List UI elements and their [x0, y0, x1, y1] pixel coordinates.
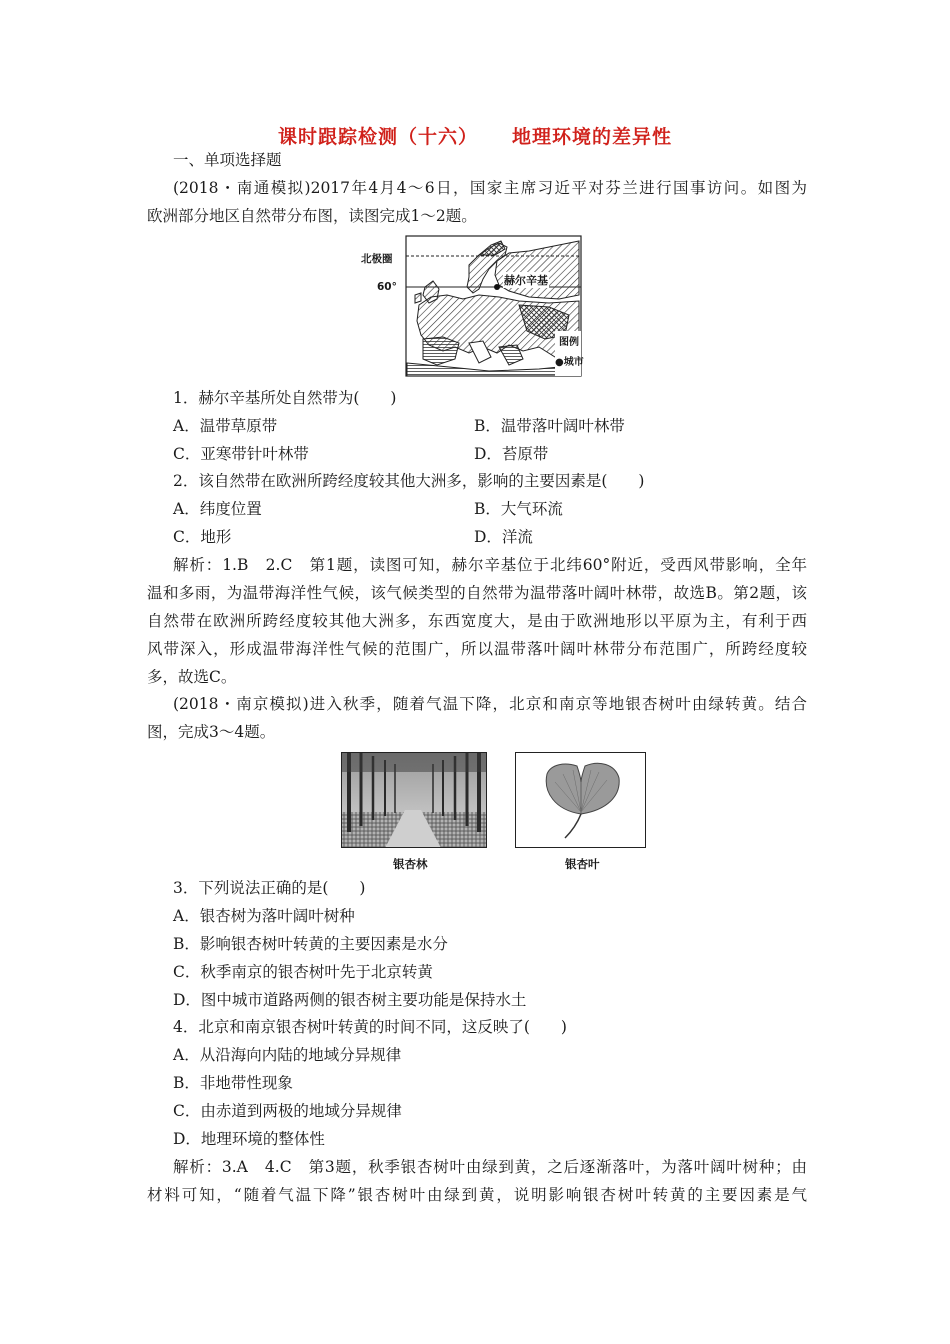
q1-option-b: B．温带落叶阔叶林带: [474, 417, 625, 435]
helsinki-city-icon: [494, 284, 500, 290]
answer12-line4: 风带深入，形成温带海洋性气候的范围广，所以温带落叶阔叶林带分布范围广，所跨经度较: [147, 640, 807, 658]
legend-city-label: 城市: [563, 357, 584, 368]
intro2-line2: 图，完成3～4题。: [147, 723, 276, 741]
answer34-line2: 材料可知，“随着气温下降”银杏树叶由绿到黄，说明影响银杏树叶转黄的主要因素是气: [147, 1186, 807, 1204]
q2-stem: 2．该自然带在欧洲所跨经度较其他大洲多，影响的主要因素是( ): [173, 472, 645, 490]
q3-option-d: D．图中城市道路两侧的银杏树主要功能是保持水土: [173, 991, 527, 1009]
q2-option-d: D．洋流: [474, 528, 533, 546]
q4-stem: 4．北京和南京银杏树叶转黄的时间不同，这反映了( ): [173, 1018, 567, 1036]
q4-option-c: C．由赤道到两极的地域分异规律: [173, 1102, 402, 1120]
q2-option-b: B．大气环流: [474, 500, 563, 518]
lat-60-label: 60°: [377, 281, 397, 293]
q4-option-d: D．地理环境的整体性: [173, 1130, 325, 1148]
europe-natural-zone-map: [359, 235, 583, 377]
legend-city: [555, 353, 584, 368]
intro2-line1: (2018・南京模拟)进入秋季，随着气温下降，北京和南京等地银杏树叶由绿转黄。结合: [173, 695, 807, 713]
page-title: [0, 122, 950, 149]
q4-option-a: A．从沿海向内陆的地域分异规律: [173, 1046, 402, 1064]
legend-title: 图例: [559, 337, 579, 348]
caption-ginkgo-forest: 银杏林: [393, 857, 428, 871]
q1-stem: 1．赫尔辛基所处自然带为( ): [173, 389, 397, 407]
answer12-line2: 温和多雨，为温带海洋性气候，该气候类型的自然带为温带落叶阔叶林带，故选B。第2题，该: [147, 584, 807, 602]
section-heading: 一、单项选择题: [173, 151, 282, 169]
arctic-circle-label: 北极圈: [361, 253, 393, 265]
q4-option-b: B．非地带性现象: [173, 1074, 293, 1092]
answer12-line5: 多，故选C。: [147, 668, 237, 686]
q2-option-c: C．地形: [173, 528, 232, 546]
ginkgo-forest-photo: [341, 752, 487, 848]
title-main: 课时跟踪检测（十六）: [277, 126, 478, 148]
q3-option-b: B．影响银杏树叶转黄的主要因素是水分: [173, 935, 448, 953]
q1-option-c: C．亚寒带针叶林带: [173, 445, 309, 463]
answer12-line3: 自然带在欧洲所跨经度较其他大洲多，东西宽度大，是由于欧洲地形以平原为主，有利于西: [147, 612, 807, 630]
q3-stem: 3．下列说法正确的是( ): [173, 879, 366, 897]
answer12-line1: 解析：1.B 2.C 第1题，读图可知，赫尔辛基位于北纬60°附近，受西风带影响，全年: [173, 556, 807, 574]
caption-ginkgo-leaf: 银杏叶: [565, 857, 600, 871]
q1-option-d: D．苔原带: [474, 445, 549, 463]
q3-option-a: A．银杏树为落叶阔叶树种: [173, 907, 355, 925]
answer34-line1: 解析：3.A 4.C 第3题，秋季银杏树叶由绿到黄，之后逐渐落叶，为落叶阔叶树种；由: [173, 1158, 807, 1176]
q2-option-a: A．纬度位置: [173, 500, 262, 518]
ginkgo-leaf-image: [515, 752, 646, 848]
title-sub: 地理环境的差异性: [512, 126, 673, 148]
q1-option-a: A．温带草原带: [173, 417, 278, 435]
intro1-line1: (2018・南通模拟)2017年4月4～6日，国家主席习近平对芬兰进行国事访问。如图为: [173, 179, 807, 197]
q3-option-c: C．秋季南京的银杏树叶先于北京转黄: [173, 963, 433, 981]
helsinki-label: 赫尔辛基: [504, 274, 548, 287]
intro1-line2: 欧洲部分地区自然带分布图，读图完成1～2题。: [147, 207, 477, 225]
dot-icon: ●: [555, 357, 564, 368]
